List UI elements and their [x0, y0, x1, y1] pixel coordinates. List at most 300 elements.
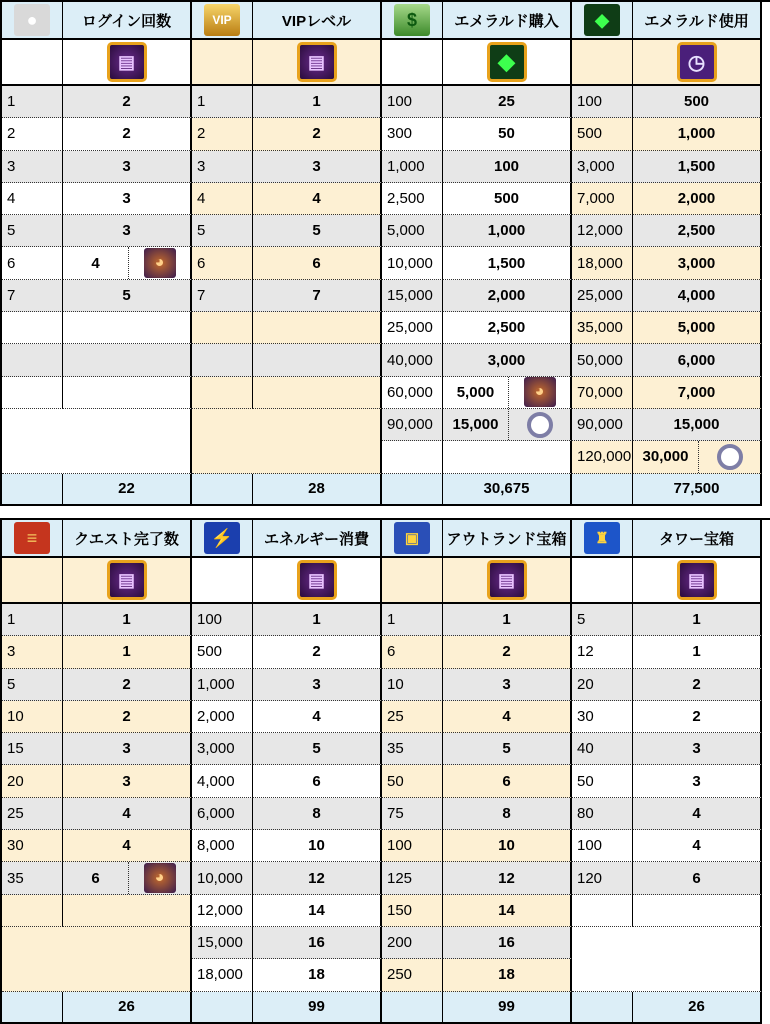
- table-row: [2, 312, 192, 344]
- threshold-cell: 120: [572, 862, 633, 894]
- section-2: [192, 520, 382, 1024]
- reward-count-cell: 3,000: [443, 344, 572, 376]
- threshold-cell: 12,000: [192, 895, 253, 927]
- reward-count-cell: 16: [253, 927, 382, 959]
- total-row: [382, 992, 572, 1024]
- table-row: [192, 377, 382, 409]
- emerald-icon: ◆: [584, 4, 620, 36]
- blank-cell: [2, 409, 192, 474]
- table-row: [192, 636, 382, 668]
- table-row: [382, 344, 572, 376]
- threshold-cell: 100: [382, 830, 443, 862]
- reward-icon-row: [572, 558, 762, 604]
- threshold-cell: [2, 377, 63, 409]
- table-row: [382, 409, 572, 441]
- reward-count-cell: 1: [253, 86, 382, 118]
- reward-icon-blank: [572, 558, 633, 604]
- user-icon: ●: [14, 4, 50, 36]
- threshold-cell: 100: [572, 86, 633, 118]
- reward-count-cell: 500: [633, 86, 762, 118]
- reward-count-cell: 2: [63, 118, 192, 150]
- table-row: [572, 830, 762, 862]
- table-row: [382, 830, 572, 862]
- reward-count-cell: 25: [443, 86, 572, 118]
- section-header: [192, 2, 382, 40]
- reward-count-cell: 4: [253, 183, 382, 215]
- section-4: [572, 520, 762, 1024]
- table-row: [572, 669, 762, 701]
- reward-icon-blank: [192, 558, 253, 604]
- threshold-cell: [382, 441, 443, 473]
- reward-count-cell: 14: [253, 895, 382, 927]
- reward-count: 4: [91, 254, 100, 272]
- reward-count-cell: [443, 409, 572, 441]
- bonus-icon-cell: [129, 248, 190, 278]
- threshold-cell: 4: [192, 183, 253, 215]
- ring-icon: [527, 412, 553, 438]
- threshold-cell: 150: [382, 895, 443, 927]
- reward-count-cell: 3: [253, 151, 382, 183]
- threshold-cell: 35: [382, 733, 443, 765]
- bonus-icon-cell: [509, 377, 570, 407]
- table-row: [2, 862, 192, 894]
- reward-count-cell: 3: [443, 669, 572, 701]
- threshold-cell: 12: [572, 636, 633, 668]
- reward-icon-row: [572, 40, 762, 86]
- reward-count-cell: 3: [63, 183, 192, 215]
- reward-icon-blank: [382, 558, 443, 604]
- reward-count-cell: 500: [443, 183, 572, 215]
- table-row: [572, 118, 762, 150]
- threshold-cell: 50: [382, 765, 443, 797]
- table-row: [572, 409, 762, 441]
- header-icon-cell: [2, 520, 63, 558]
- header-icon-cell: [572, 2, 633, 40]
- reward-count-cell: 100: [443, 151, 572, 183]
- section-title: エネルギー消費: [253, 520, 382, 558]
- threshold-cell: 18,000: [572, 247, 633, 279]
- table-row: [382, 151, 572, 183]
- total-value: 26: [633, 992, 762, 1024]
- scroll-icon: ≡: [14, 522, 50, 554]
- total-row: [2, 992, 192, 1024]
- sections-wrapper: [2, 520, 770, 1024]
- table-row: [2, 830, 192, 862]
- threshold-cell: 4: [2, 183, 63, 215]
- reward-count-cell: 4: [253, 701, 382, 733]
- reward-count-cell: 4: [443, 701, 572, 733]
- total-blank: [382, 474, 443, 506]
- table-row: [572, 798, 762, 830]
- hero-portrait-icon: ◕: [144, 863, 176, 893]
- table-row: [382, 636, 572, 668]
- reward-count-cell: [633, 441, 762, 473]
- reward-count-cell: 4: [63, 798, 192, 830]
- reward-count-cell: 3: [63, 733, 192, 765]
- table-row: [382, 377, 572, 409]
- reward-item-icon: ▤: [107, 560, 147, 600]
- total-row: [572, 992, 762, 1024]
- chest-icon: ▣: [394, 522, 430, 554]
- threshold-cell: [192, 377, 253, 409]
- threshold-cell: 4,000: [192, 765, 253, 797]
- table-row: [2, 118, 192, 150]
- reward-icon-row: [2, 558, 192, 604]
- total-blank: [192, 474, 253, 506]
- table-row: [572, 636, 762, 668]
- reward-count-cell: [253, 377, 382, 409]
- threshold-cell: 25: [2, 798, 63, 830]
- reward-count-cell: 6: [633, 862, 762, 894]
- threshold-cell: 500: [192, 636, 253, 668]
- reward-count-cell: 1: [633, 604, 762, 636]
- table-row: [382, 312, 572, 344]
- reward-count-cell: 3,000: [633, 247, 762, 279]
- table-row: [2, 215, 192, 247]
- threshold-cell: 200: [382, 927, 443, 959]
- table-row: [382, 86, 572, 118]
- section-1: [2, 520, 192, 1024]
- threshold-cell: 7,000: [572, 183, 633, 215]
- blank-cell: [572, 927, 762, 992]
- table-row: [192, 862, 382, 894]
- table-row: [572, 862, 762, 894]
- table-row: [382, 765, 572, 797]
- total-row: [572, 474, 762, 506]
- reward-count-cell: 1,500: [443, 247, 572, 279]
- table-row: [572, 765, 762, 797]
- threshold-cell: 3: [2, 636, 63, 668]
- threshold-cell: 50,000: [572, 344, 633, 376]
- threshold-cell: 10,000: [192, 862, 253, 894]
- section-header: [382, 2, 572, 40]
- reward-count-cell: 2: [63, 701, 192, 733]
- threshold-cell: 6,000: [192, 798, 253, 830]
- table-row: [192, 895, 382, 927]
- threshold-cell: 6: [2, 247, 63, 279]
- section-title: クエスト完了数: [63, 520, 192, 558]
- threshold-cell: 15: [2, 733, 63, 765]
- threshold-cell: 2,500: [382, 183, 443, 215]
- reward-icon-blank: [192, 40, 253, 86]
- section-title: VIPレベル: [253, 2, 382, 40]
- blank-row: [2, 927, 192, 992]
- threshold-cell: 75: [382, 798, 443, 830]
- reward-count-cell: 7: [253, 280, 382, 312]
- sections-wrapper: [2, 2, 770, 506]
- threshold-cell: 90,000: [572, 409, 633, 441]
- threshold-cell: 8,000: [192, 830, 253, 862]
- table-row: [572, 215, 762, 247]
- reward-count-cell: [63, 377, 192, 409]
- table-row: [2, 280, 192, 312]
- reward-count-cell: 7,000: [633, 377, 762, 409]
- reward-count-cell: 2,500: [443, 312, 572, 344]
- threshold-cell: 15,000: [192, 927, 253, 959]
- table-row: [572, 441, 762, 473]
- reward-count-cell: 6: [443, 765, 572, 797]
- reward-count-cell: [633, 895, 762, 927]
- reward-icon-row: [2, 40, 192, 86]
- table-row: [382, 733, 572, 765]
- reward-icon-blank: [572, 40, 633, 86]
- threshold-cell: [192, 312, 253, 344]
- table-row: [192, 733, 382, 765]
- total-value: 22: [63, 474, 192, 506]
- threshold-cell: [2, 312, 63, 344]
- table-row: [382, 247, 572, 279]
- reward-item-icon: ▤: [107, 42, 147, 82]
- reward-count-cell: 50: [443, 118, 572, 150]
- section-header: [382, 520, 572, 558]
- total-blank: [192, 992, 253, 1024]
- table-row: [382, 927, 572, 959]
- reward-count-cell: 2,500: [633, 215, 762, 247]
- table-row: [382, 959, 572, 991]
- reward-count-cell: 4: [633, 830, 762, 862]
- reward-count-cell: 3: [63, 151, 192, 183]
- table-row: [382, 669, 572, 701]
- threshold-cell: 5: [572, 604, 633, 636]
- threshold-cell: 100: [192, 604, 253, 636]
- threshold-cell: 125: [382, 862, 443, 894]
- header-icon-cell: [2, 2, 63, 40]
- threshold-cell: 10: [2, 701, 63, 733]
- table-row: [572, 377, 762, 409]
- threshold-cell: [192, 344, 253, 376]
- threshold-cell: 7: [2, 280, 63, 312]
- reward-icon-cell: [253, 40, 382, 86]
- section-2: [192, 2, 382, 506]
- threshold-cell: 500: [572, 118, 633, 150]
- table-row: [572, 701, 762, 733]
- reward-count-cell: 3: [633, 765, 762, 797]
- reward-count-cell: 5: [63, 280, 192, 312]
- total-row: [382, 474, 572, 506]
- reward-count-cell: 3: [63, 765, 192, 797]
- blank-row: [192, 409, 382, 474]
- threshold-cell: 3: [2, 151, 63, 183]
- reward-item-icon: ▤: [297, 560, 337, 600]
- table-row: [572, 280, 762, 312]
- table-row: [192, 247, 382, 279]
- total-value: 26: [63, 992, 192, 1024]
- reward-icon-row: [192, 40, 382, 86]
- reward-count-cell: 2: [253, 636, 382, 668]
- total-row: [2, 474, 192, 506]
- table-row: [572, 183, 762, 215]
- section-header: [572, 520, 762, 558]
- table-row: [2, 183, 192, 215]
- reward-count-cell: 12: [443, 862, 572, 894]
- reward-count-cell: 5,000: [633, 312, 762, 344]
- table-row: [572, 86, 762, 118]
- reward-count-cell: 15,000: [633, 409, 762, 441]
- threshold-cell: 35,000: [572, 312, 633, 344]
- table-row: [192, 86, 382, 118]
- table-row: [192, 927, 382, 959]
- table-row: [192, 604, 382, 636]
- section-3: [382, 520, 572, 1024]
- threshold-cell: 2: [2, 118, 63, 150]
- blank-row: [2, 409, 192, 474]
- threshold-cell: 60,000: [382, 377, 443, 409]
- bottom-reward-table: [0, 518, 770, 1024]
- total-blank: [572, 474, 633, 506]
- reward-count-cell: 2: [63, 669, 192, 701]
- threshold-cell: 20: [572, 669, 633, 701]
- table-row: [192, 701, 382, 733]
- reward-count-cell: 5: [253, 215, 382, 247]
- total-value: 30,675: [443, 474, 572, 506]
- table-row: [2, 636, 192, 668]
- reward-count-cell: [63, 862, 192, 894]
- bonus-icon-cell: [509, 412, 570, 438]
- total-blank: [2, 992, 63, 1024]
- reward-item-icon: ◷: [677, 42, 717, 82]
- threshold-cell: 5: [2, 669, 63, 701]
- total-row: [192, 474, 382, 506]
- threshold-cell: 1,000: [192, 669, 253, 701]
- hero-portrait-icon: ◕: [144, 248, 176, 278]
- reward-count-cell: [63, 344, 192, 376]
- header-icon-cell: [192, 2, 253, 40]
- reward-icon-cell: [633, 558, 762, 604]
- threshold-cell: 250: [382, 959, 443, 991]
- section-title: エメラルド購入: [443, 2, 572, 40]
- section-header: [2, 2, 192, 40]
- section-3: [382, 2, 572, 506]
- section-1: [2, 2, 192, 506]
- reward-count-cell: 3: [63, 215, 192, 247]
- reward-icon-blank: [2, 40, 63, 86]
- reward-count-cell: 18: [443, 959, 572, 991]
- threshold-cell: 1: [2, 86, 63, 118]
- hero-portrait-icon: ◕: [524, 377, 556, 407]
- reward-count-cell: 1: [443, 604, 572, 636]
- reward-icon-cell: [63, 40, 192, 86]
- threshold-cell: 25: [382, 701, 443, 733]
- table-row: [192, 765, 382, 797]
- reward-count-cell: [443, 377, 572, 409]
- threshold-cell: 2,000: [192, 701, 253, 733]
- reward-count: 30,000: [642, 448, 689, 466]
- section-header: [572, 2, 762, 40]
- reward-item-icon: ▤: [487, 560, 527, 600]
- reward-count-cell: 5: [443, 733, 572, 765]
- table-row: [192, 312, 382, 344]
- reward-icon-cell: [63, 558, 192, 604]
- reward-icon-blank: [382, 40, 443, 86]
- table-row: [382, 118, 572, 150]
- reward-count-cell: 1,500: [633, 151, 762, 183]
- reward-count-cell: 10: [443, 830, 572, 862]
- header-icon-cell: [192, 520, 253, 558]
- table-row: [382, 862, 572, 894]
- threshold-cell: 6: [382, 636, 443, 668]
- reward-count-cell: 3: [633, 733, 762, 765]
- reward-count-cell: 1,000: [443, 215, 572, 247]
- reward-count-cell: [63, 247, 192, 279]
- threshold-cell: 30: [572, 701, 633, 733]
- threshold-cell: 2: [192, 118, 253, 150]
- table-row: [382, 798, 572, 830]
- table-row: [192, 118, 382, 150]
- threshold-cell: 3: [192, 151, 253, 183]
- threshold-cell: 50: [572, 765, 633, 797]
- reward-icon-cell: [253, 558, 382, 604]
- section-title: タワー宝箱: [633, 520, 762, 558]
- threshold-cell: 12,000: [572, 215, 633, 247]
- table-row: [192, 183, 382, 215]
- reward-count-cell: 1,000: [633, 118, 762, 150]
- section-header: [2, 520, 192, 558]
- total-value: 99: [253, 992, 382, 1024]
- table-row: [2, 604, 192, 636]
- reward-count-cell: 6: [253, 765, 382, 797]
- threshold-cell: 25,000: [382, 312, 443, 344]
- reward-count-cell: 1: [63, 604, 192, 636]
- threshold-cell: 5,000: [382, 215, 443, 247]
- reward-count-cell: 12: [253, 862, 382, 894]
- threshold-cell: 100: [382, 86, 443, 118]
- threshold-cell: [2, 344, 63, 376]
- reward-icon-cell: [443, 40, 572, 86]
- reward-item-icon: ◆: [487, 42, 527, 82]
- table-row: [2, 895, 192, 927]
- reward-count-cell: [443, 441, 572, 473]
- reward-count-cell: 2: [253, 118, 382, 150]
- reward-count-cell: 6: [253, 247, 382, 279]
- threshold-cell: 5: [192, 215, 253, 247]
- table-row: [2, 344, 192, 376]
- reward-count-cell: [63, 312, 192, 344]
- table-row: [572, 733, 762, 765]
- tower-icon: ♜: [584, 522, 620, 554]
- reward-icon-cell: [443, 558, 572, 604]
- top-reward-table: [0, 0, 770, 506]
- reward-count-cell: 1: [253, 604, 382, 636]
- table-row: [192, 669, 382, 701]
- threshold-cell: 15,000: [382, 280, 443, 312]
- reward-count-cell: 18: [253, 959, 382, 991]
- reward-icon-row: [382, 558, 572, 604]
- table-row: [2, 701, 192, 733]
- reward-count-cell: 14: [443, 895, 572, 927]
- reward-icon-blank: [2, 558, 63, 604]
- threshold-cell: [572, 895, 633, 927]
- reward-item-icon: ▤: [297, 42, 337, 82]
- reward-count-cell: [63, 895, 192, 927]
- header-icon-cell: [572, 520, 633, 558]
- threshold-cell: 120,000: [572, 441, 633, 473]
- table-row: [192, 280, 382, 312]
- reward-count: 5,000: [456, 383, 495, 401]
- threshold-cell: 10,000: [382, 247, 443, 279]
- threshold-cell: 1: [382, 604, 443, 636]
- table-row: [572, 247, 762, 279]
- section-4: [572, 2, 762, 506]
- threshold-cell: 90,000: [382, 409, 443, 441]
- total-blank: [572, 992, 633, 1024]
- threshold-cell: 10: [382, 669, 443, 701]
- section-title: ログイン回数: [63, 2, 192, 40]
- reward-count-cell: 3: [253, 669, 382, 701]
- reward-count-cell: 1: [633, 636, 762, 668]
- reward-count-cell: 4,000: [633, 280, 762, 312]
- table-row: [572, 895, 762, 927]
- reward-count-cell: 2: [443, 636, 572, 668]
